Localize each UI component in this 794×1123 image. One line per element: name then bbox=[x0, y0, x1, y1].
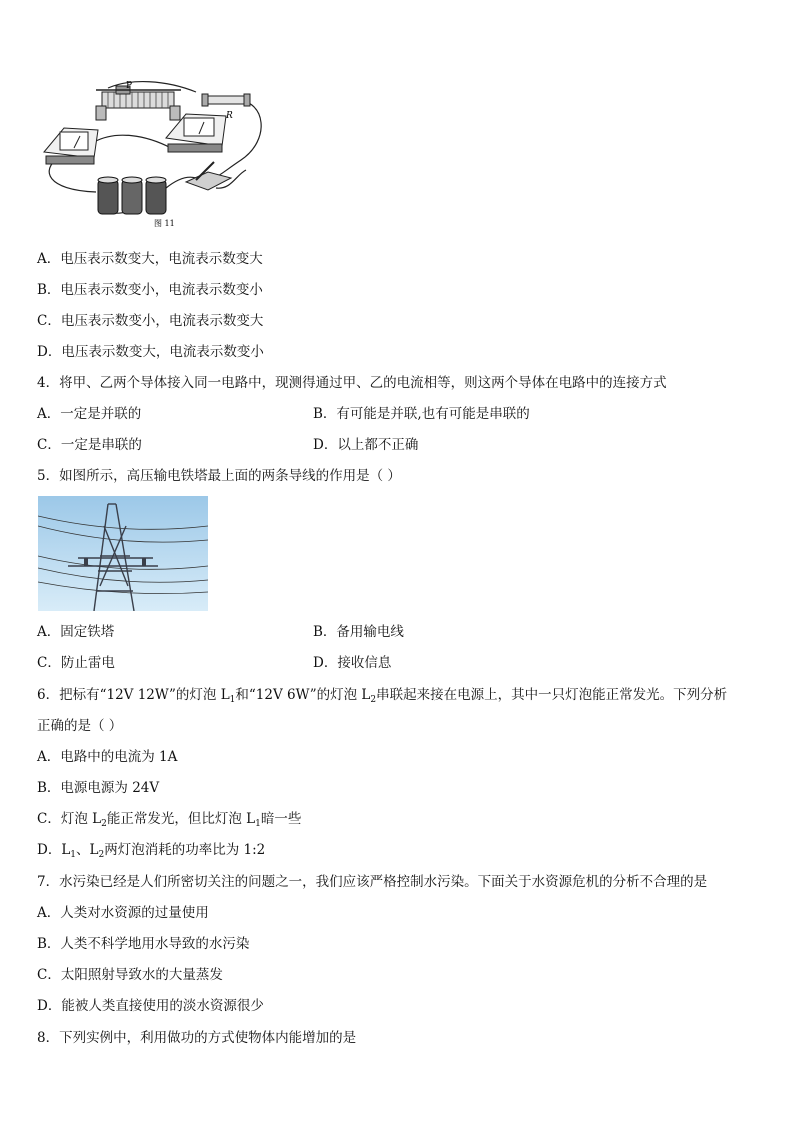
q4-option-d: D．以上都不正确 bbox=[313, 437, 419, 453]
q6-stem-line2: 正确的是（ ） bbox=[37, 718, 123, 734]
q4-option-a: A．一定是并联的 bbox=[37, 406, 142, 422]
q5-option-c: C．防止雷电 bbox=[37, 655, 115, 671]
q3-option-c: C．电压表示数变小，电流表示数变大 bbox=[37, 313, 264, 329]
q7-option-d: D．能被人类直接使用的淡水资源很少 bbox=[37, 998, 264, 1014]
resistor bbox=[202, 94, 250, 106]
q6-option-d: D．$L_1$、$L_2$两灯泡消耗的功率比为 1:2 bbox=[37, 842, 266, 860]
knife-switch bbox=[186, 162, 231, 190]
q4-option-c: C．一定是串联的 bbox=[37, 437, 142, 453]
q5-option-d: D．接收信息 bbox=[313, 655, 392, 671]
q5-option-a: A．固定铁塔 bbox=[37, 624, 115, 640]
q6-option-b: B．电源电源为 24V bbox=[37, 780, 160, 796]
power-tower-photo bbox=[38, 496, 208, 611]
q4-option-b: B．有可能是并联,也有可能是串联的 bbox=[313, 406, 530, 422]
label-p: P bbox=[126, 81, 133, 91]
q6-option-a: A．电路中的电流为 1A bbox=[37, 749, 178, 765]
rheostat bbox=[96, 86, 181, 120]
q7-option-b: B．人类不科学地用水导致的水污染 bbox=[37, 936, 250, 952]
q7-option-c: C．太阳照射导致水的大量蒸发 bbox=[37, 967, 223, 983]
figure-caption: 图 11 bbox=[154, 219, 175, 228]
battery-pack bbox=[98, 177, 166, 214]
q7-option-a: A．人类对水资源的过量使用 bbox=[37, 905, 209, 921]
q4-stem: 4．将甲、乙两个导体接入同一电路中，现测得通过甲、乙的电流相等，则这两个导体在电路中的连接方式 bbox=[37, 375, 667, 391]
q7-stem: 7．水污染已经是人们所密切关注的问题之一，我们应该严格控制水污染。下面关于水资源危机的分析不合理的是 bbox=[37, 874, 708, 890]
q5-stem: 5．如图所示，高压输电铁塔最上面的两条导线的作用是（ ） bbox=[37, 468, 401, 484]
q6-stem: 6．把标有“12V 12W”的灯泡 $L_1$和“12V 6W”的灯泡 $L_2$串联起来接在电源上，其中一只灯泡能正常发光。下列分析 bbox=[37, 687, 728, 705]
q8-stem: 8．下列实例中，利用做功的方式使物体内能增加的是 bbox=[37, 1030, 357, 1046]
q5-option-b: B．备用输电线 bbox=[313, 624, 404, 640]
q6-option-c: C．灯泡 $L_2$能正常发光，但比灯泡 $L_1$暗一些 bbox=[37, 811, 302, 829]
q3-option-b: B．电压表示数变小，电流表示数变小 bbox=[37, 282, 263, 298]
q3-option-d: D．电压表示数变大，电流表示数变小 bbox=[37, 344, 264, 360]
wire bbox=[94, 135, 171, 148]
label-r: R bbox=[226, 111, 233, 121]
q3-option-a: A．电压表示数变大，电流表示数变大 bbox=[37, 251, 263, 267]
voltmeter bbox=[44, 128, 98, 164]
circuit-figure bbox=[36, 80, 266, 230]
